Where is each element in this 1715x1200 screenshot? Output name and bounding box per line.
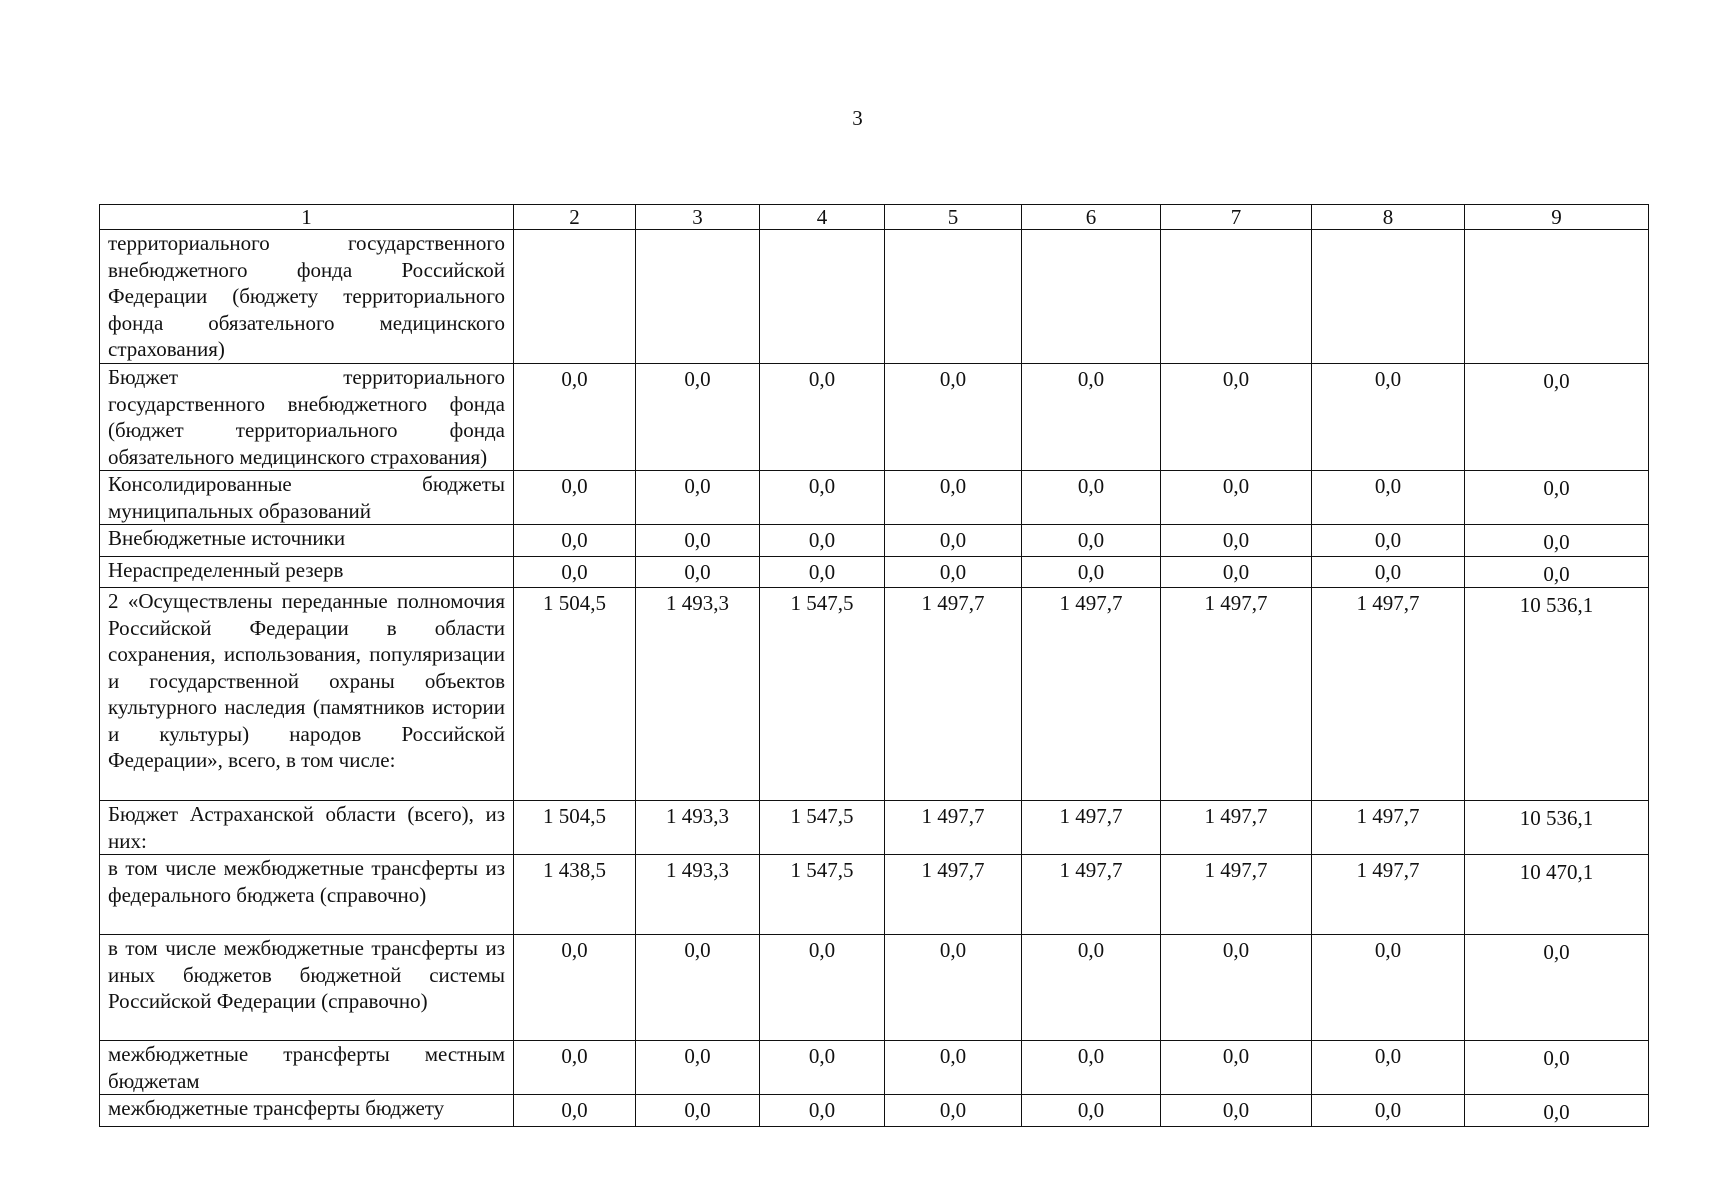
cell-value: 1 497,7 <box>885 588 1022 801</box>
cell-value <box>1465 230 1649 364</box>
cell-value: 1 497,7 <box>1161 588 1312 801</box>
cell-value: 0,0 <box>1161 935 1312 1041</box>
table-row <box>100 471 1649 525</box>
cell-value <box>760 230 885 364</box>
cell-value: 0,0 <box>1465 471 1649 525</box>
row-label: Бюджет Астраханской области (всего), из них: <box>100 801 514 855</box>
cell-value: 0,0 <box>760 1041 885 1095</box>
cell-value: 0,0 <box>885 364 1022 471</box>
column-header: 3 <box>636 205 760 230</box>
row-label: Консолидированные бюджеты муниципальных образований <box>100 471 514 525</box>
cell-value: 0,0 <box>514 556 636 588</box>
cell-value: 0,0 <box>1022 364 1161 471</box>
cell-value <box>636 230 760 364</box>
column-header: 5 <box>885 205 1022 230</box>
row-label: Внебюджетные источники <box>100 525 514 557</box>
cell-value: 0,0 <box>1465 525 1649 557</box>
cell-value: 0,0 <box>1465 1041 1649 1095</box>
table-row <box>100 935 1649 1041</box>
cell-value: 0,0 <box>1161 471 1312 525</box>
cell-value: 0,0 <box>1312 1095 1465 1127</box>
cell-value: 0,0 <box>1312 364 1465 471</box>
cell-value: 1 497,7 <box>885 855 1022 935</box>
table-row <box>100 801 1649 855</box>
column-header: 6 <box>1022 205 1161 230</box>
column-header: 1 <box>100 205 514 230</box>
cell-value: 0,0 <box>514 935 636 1041</box>
cell-value: 0,0 <box>1022 1095 1161 1127</box>
cell-value: 1 504,5 <box>514 801 636 855</box>
cell-value: 0,0 <box>1465 364 1649 471</box>
cell-value <box>1312 230 1465 364</box>
cell-value: 0,0 <box>636 525 760 557</box>
cell-value: 1 547,5 <box>760 855 885 935</box>
cell-value: 1 497,7 <box>885 801 1022 855</box>
cell-value: 1 497,7 <box>1022 855 1161 935</box>
row-label: Нераспределенный резерв <box>100 556 514 588</box>
cell-value: 0,0 <box>636 471 760 525</box>
cell-value: 0,0 <box>514 525 636 557</box>
row-label: территориального государственного внебюджетного фонда Российской Федерации (бюджету территориального фонда обязательного медицинского страхования) <box>100 230 514 364</box>
cell-value: 0,0 <box>760 525 885 557</box>
cell-value: 0,0 <box>1312 556 1465 588</box>
cell-value: 0,0 <box>885 935 1022 1041</box>
table-row <box>100 1095 1649 1127</box>
cell-value: 0,0 <box>760 935 885 1041</box>
cell-value: 0,0 <box>885 471 1022 525</box>
cell-value: 0,0 <box>1161 556 1312 588</box>
cell-value: 0,0 <box>760 556 885 588</box>
page-number: 3 <box>852 106 863 130</box>
cell-value: 0,0 <box>1312 471 1465 525</box>
cell-value: 0,0 <box>760 364 885 471</box>
cell-value: 0,0 <box>1312 525 1465 557</box>
cell-value: 0,0 <box>1022 1041 1161 1095</box>
cell-value: 1 497,7 <box>1161 855 1312 935</box>
cell-value: 0,0 <box>514 1041 636 1095</box>
cell-value: 1 497,7 <box>1161 801 1312 855</box>
cell-value <box>1022 230 1161 364</box>
cell-value: 1 493,3 <box>636 588 760 801</box>
cell-value: 10 536,1 <box>1465 588 1649 801</box>
column-header: 7 <box>1161 205 1312 230</box>
cell-value: 0,0 <box>1161 364 1312 471</box>
row-label: в том числе межбюджетные трансферты из федерального бюджета (справочно) <box>100 855 514 935</box>
row-label: Бюджет территориального государственного внебюджетного фонда (бюджет территориального фонда обязательного медицинского страхования) <box>100 364 514 471</box>
cell-value: 0,0 <box>1465 1095 1649 1127</box>
cell-value: 0,0 <box>1161 525 1312 557</box>
column-header: 9 <box>1465 205 1649 230</box>
cell-value: 1 493,3 <box>636 801 760 855</box>
cell-value: 1 497,7 <box>1312 801 1465 855</box>
cell-value: 0,0 <box>1022 525 1161 557</box>
table-row <box>100 525 1649 557</box>
cell-value: 1 497,7 <box>1022 801 1161 855</box>
row-label: межбюджетные трансферты бюджету <box>100 1095 514 1127</box>
cell-value: 0,0 <box>636 364 760 471</box>
cell-value <box>1161 230 1312 364</box>
cell-value: 0,0 <box>636 1041 760 1095</box>
cell-value: 1 493,3 <box>636 855 760 935</box>
cell-value: 0,0 <box>636 1095 760 1127</box>
table-row <box>100 230 1649 364</box>
cell-value: 10 536,1 <box>1465 801 1649 855</box>
cell-value: 0,0 <box>514 471 636 525</box>
cell-value: 0,0 <box>1312 1041 1465 1095</box>
cell-value: 0,0 <box>1022 556 1161 588</box>
cell-value: 0,0 <box>885 1095 1022 1127</box>
cell-value: 1 497,7 <box>1312 588 1465 801</box>
table-row <box>100 556 1649 588</box>
cell-value: 0,0 <box>885 556 1022 588</box>
row-label: межбюджетные трансферты местным бюджетам <box>100 1041 514 1095</box>
cell-value: 0,0 <box>1161 1041 1312 1095</box>
table-row <box>100 1041 1649 1095</box>
header-row <box>100 205 1649 230</box>
cell-value: 0,0 <box>636 556 760 588</box>
budget-table-container <box>99 204 1648 1127</box>
cell-value: 1 504,5 <box>514 588 636 801</box>
cell-value: 1 547,5 <box>760 588 885 801</box>
cell-value: 1 547,5 <box>760 801 885 855</box>
cell-value: 0,0 <box>1465 556 1649 588</box>
cell-value: 0,0 <box>1465 935 1649 1041</box>
table-row <box>100 588 1649 801</box>
cell-value: 1 438,5 <box>514 855 636 935</box>
column-header: 4 <box>760 205 885 230</box>
cell-value <box>885 230 1022 364</box>
cell-value: 0,0 <box>1022 935 1161 1041</box>
row-label: 2 «Осуществлены переданные полномочия Российской Федерации в области сохранения, использования, популяризации и государственной охраны объектов культурного наследия (памятников истории и культуры) народов Российской Федерации», всего, в том числе: <box>100 588 514 801</box>
cell-value: 1 497,7 <box>1312 855 1465 935</box>
table-row <box>100 364 1649 471</box>
cell-value: 0,0 <box>1312 935 1465 1041</box>
cell-value <box>514 230 636 364</box>
cell-value: 0,0 <box>514 364 636 471</box>
column-header: 2 <box>514 205 636 230</box>
cell-value: 0,0 <box>885 525 1022 557</box>
row-label: в том числе межбюджетные трансферты из иных бюджетов бюджетной системы Российской Федерации (справочно) <box>100 935 514 1041</box>
cell-value: 0,0 <box>760 1095 885 1127</box>
cell-value: 0,0 <box>636 935 760 1041</box>
cell-value: 0,0 <box>885 1041 1022 1095</box>
cell-value: 1 497,7 <box>1022 588 1161 801</box>
cell-value: 0,0 <box>1022 471 1161 525</box>
cell-value: 0,0 <box>1161 1095 1312 1127</box>
cell-value: 10 470,1 <box>1465 855 1649 935</box>
table-row <box>100 855 1649 935</box>
cell-value: 0,0 <box>760 471 885 525</box>
budget-table <box>99 204 1649 1127</box>
cell-value: 0,0 <box>514 1095 636 1127</box>
column-header: 8 <box>1312 205 1465 230</box>
